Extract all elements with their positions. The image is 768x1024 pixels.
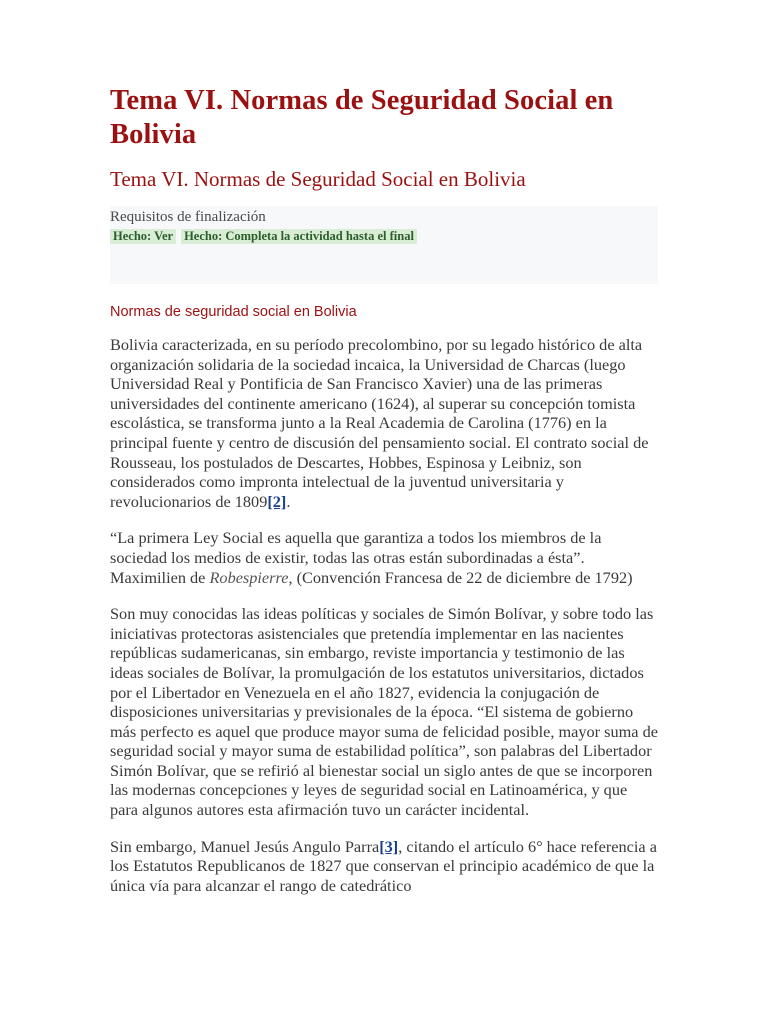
paragraph-1 — [110, 335, 658, 511]
paragraph-4 — [110, 837, 658, 896]
paragraph-2-author-name: Robespierre — [209, 567, 289, 587]
completion-badge-complete-activity: Hecho: Completa la actividad hasta el final — [181, 229, 417, 244]
completion-requirements-heading: Requisitos de finalización — [110, 209, 266, 225]
document-page — [110, 84, 658, 895]
paragraph-3: Son muy conocidas las ideas políticas y sociales de Simón Bolívar, y sobre todo las iniciativas protectoras asistenciales que pretendía implementar en las nacientes repúblicas sudamericanas, sin embargo, reviste importancia y testimonio de las ideas sociales de Bolívar, la promulgación de los estatutos universitarios, dictados por el Libertador en Venezuela en el año 1827, evidencia la conjugación de disposiciones universitarias y previsionales de la época. “El sistema de gobierno más perfecto es aquel que produce mayor suma de felicidad posible, mayor suma de seguridad social y mayor suma de estabilidad política”, son palabras del Libertador Simón Bolívar, que se refirió al bienestar social un siglo antes de que se incorporen las modernas concepciones y leyes de seguridad social en Latinoamérica, y que para algunos autores esta afirmación tuvo un carácter incidental. — [110, 604, 658, 820]
activity-title: Tema VI. Normas de Seguridad Social en Bolivia — [110, 167, 526, 191]
paragraph-2-text-after: , (Convención Francesa de 22 de diciembre de 1792) — [288, 567, 633, 587]
page-title: Tema VI. Normas de Seguridad Social en Bolivia — [110, 85, 614, 150]
paragraph-1-end: . — [286, 491, 291, 511]
paragraph-1-text: Bolivia caracterizada, en su período precolombino, por su legado histórico de alta organización solidaria de la sociedad incaica, la Universidad de Charcas (luego Universidad Real y Pontificia de San Francisco Xavier) una de las primeras universidades del continente americano (1624), al superar su concepción tomista escolástica, se transforma junto a la Real Academia de Carolina (1776) en la principal fuente y centro de discusión del pensamiento social. El contrato social de Rousseau, los postulados de Descartes, Hobbes, Espinosa y Leibniz, son considerados como impronta intelectual de la juventud universitaria y revolucionarios de 1809 — [110, 335, 649, 511]
completion-badges — [110, 229, 658, 244]
paragraph-4-text-after: , citando el artículo 6° hace referencia a los Estatutos Republicanos de 1827 que conservan el principio académico de que la única vía para alcanzar el rango de catedrático — [110, 836, 657, 895]
paragraph-2-text-before: “La primera Ley Social es aquella que garantiza a todos los miembros de la sociedad los medios de existir, todas las otras están subordinadas a ésta”. Maximilien de — [110, 528, 602, 587]
footnote-link-3[interactable]: [3] — [379, 836, 399, 856]
paragraph-2-quote — [110, 528, 658, 587]
completion-badge-view: Hecho: Ver — [110, 229, 176, 244]
paragraph-4-text-before: Sin embargo, Manuel Jesús Angulo Parra — [110, 836, 380, 856]
section-heading: Normas de seguridad social en Bolivia — [110, 304, 357, 320]
footnote-link-2[interactable]: [2] — [267, 491, 287, 511]
completion-requirements-box — [110, 206, 658, 284]
